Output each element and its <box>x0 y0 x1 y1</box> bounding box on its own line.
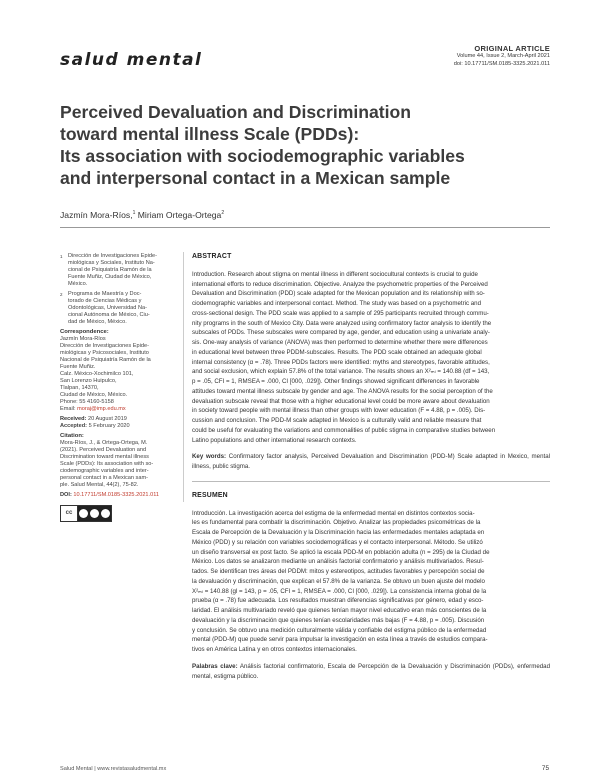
received-label: Received: <box>60 416 87 422</box>
cc-license-badge[interactable] <box>60 505 112 522</box>
citation-line: Mora-Ríos, J., & Ortega-Ortega, M. <box>60 440 148 446</box>
abstract-line: Devaluation and Discrimination (PDD) scale adapted for the Mexican population and its relationship with so- <box>192 290 485 298</box>
resumen-line: México. Los datos se analizaron mediante un análisis factorial confirmatorio y análisis multivariados. Resul- <box>192 558 484 566</box>
abstract-line: subscales of PDDs. These subscales were compared by age, gender, and education using a univariate analy- <box>192 329 490 337</box>
title-line: Its association with sociodemographic variables <box>60 146 465 166</box>
affiliation-2 <box>60 291 178 326</box>
citation-line: Scale (PDDs): Its association with so- <box>60 461 154 467</box>
nc-icon <box>90 509 99 518</box>
accepted-date: 5 February 2020 <box>88 423 130 429</box>
resumen-line: laridad. El análisis multivariado reveló que quienes tenían mayor nivel educativo eran más conscientes de la <box>192 607 487 614</box>
resumen-line: la devaluación y discriminación, que explican el 57.8% de la varianza. Se obtuvo un buen ajuste del modelo <box>192 577 485 585</box>
affiliation-line: dad de México, México. <box>68 319 127 325</box>
resumen-line: un diseño transversal ex post facto. Se aplicó la escala PDD-M en población adulta (n = 295) de la Ciudad de <box>192 548 490 556</box>
citation-line: personal contact in a Mexican sam- <box>60 475 148 481</box>
email-row <box>60 406 178 413</box>
citation-line: ple. Salud Mental, 44(2), 75-82. <box>60 482 139 488</box>
abstract-line: cussion and conclusion. The PDD-M scale adapted in Mexico is a culturally valid and reliable measure that <box>192 417 482 424</box>
correspondence-line: Fuente Muñiz. <box>60 364 96 370</box>
author-name: Miriam Ortega-Ortega <box>137 210 222 220</box>
abstract-line: ciodemographic variables and interpersonal contact. Method. The study was based on a psychometric and <box>192 300 482 307</box>
section-divider <box>192 481 550 482</box>
author-list <box>60 210 224 220</box>
affiliation-line: Odontológicas, Universidad Na- <box>68 305 147 311</box>
title-line: Perceived Devaluation and Discrimination <box>60 102 412 122</box>
affiliation-number: 2 <box>60 292 63 297</box>
citation-label: Citation: <box>60 433 84 439</box>
correspondence-line: Dirección de Investigaciones Epide- <box>60 343 149 349</box>
main-column <box>192 252 550 681</box>
abstract-line: in educational level between three PDDM-subscales. Results. The PDD scale obtained an adequate global <box>192 348 482 356</box>
resumen-line: X²ₘₗ = 140.88 (gl = 143, p = .05, CFI = 1, RMSEA = .000, CI [000, .029]). La consistencia interna global de la <box>192 587 487 595</box>
received-row <box>60 416 178 423</box>
palabras-text: (PDDs), enfermedad mental, estigma público. <box>192 662 550 680</box>
sa-icon <box>101 509 110 518</box>
email-label: Email: <box>60 406 76 412</box>
abstract-line: devaluation subscale reveal that those with a higher educational level could be more aware about devaluation <box>192 397 490 405</box>
resumen-line: devaluación y la discriminación que quienes tenían escolaridades más bajas (F = 4.88, p = .005). Discusión <box>192 616 485 624</box>
email-link[interactable]: moraj@imp.edu.mx <box>77 406 126 412</box>
keywords-label: Key words: <box>192 453 227 461</box>
correspondence-line: Calz. México-Xochimilco 101, <box>60 371 134 377</box>
palabras-clave <box>192 662 550 682</box>
affiliation-line: Dirección de Investigaciones Epide- <box>68 253 157 259</box>
affiliation-1 <box>60 253 178 288</box>
footer-website-link[interactable]: www.revistasaludmental.mx <box>97 766 167 772</box>
author-affiliation-mark: 2 <box>221 210 225 217</box>
article-title <box>60 101 560 189</box>
abstract-line: Latino populations and other international research contexts. <box>192 436 357 444</box>
affiliation-line: miológicas y Sociales, Instituto Na- <box>68 260 155 266</box>
title-line: and interpersonal contact in a Mexican sample <box>60 168 451 188</box>
resumen-line: tivos en América Latina y en otros contextos internacionales. <box>192 646 357 653</box>
by-icon <box>79 509 88 518</box>
abstract-line: internal consistency (α = .78). Three PDDs factors were identified: myths and stereotypes, favorable attitudes, <box>192 358 490 366</box>
resumen-line: Escala de Percepción de la Devaluación y la Discriminación hacia las enfermedades mentales adaptada en <box>192 529 485 536</box>
footer-journal-name: Salud Mental | <box>60 766 96 772</box>
affiliation-line: México. <box>68 281 88 287</box>
abstract-line: and social exclusion, which explain 57.8% of the total variance. The results shows an X²ₘₗ = 140.88 (df = 143, <box>192 368 490 376</box>
abstract-line: sis. One-way analysis of variance (ANOVA) was then performed to determine whether there were differences <box>192 339 488 346</box>
footer-journal <box>60 766 166 772</box>
resumen-text <box>192 509 550 655</box>
correspondence-line: Tlalpan, 14370, <box>60 385 99 391</box>
citation-line: ciodemographic variables and inter- <box>60 468 149 474</box>
abstract-line: in society toward people with mental illness than other groups with lower education (F = 4.88, p = .005). Dis- <box>192 407 486 415</box>
correspondence-line: Nacional de Psiquiatría Ramón de la <box>60 357 151 363</box>
resumen-line: y conclusión. Se obtuvo una medición culturalmente válida y confiable del estigma público de la enfermedad <box>192 626 487 634</box>
keywords-text: in Mexico, mental illness, public stigma. <box>192 453 550 470</box>
abstract-line: international efforts to reduce discrimination. Objective. Analyze the psychometric properties of the Perceived <box>192 280 488 288</box>
abstract-line: cross-sectional design. The PDD scale was applied to a sample of 295 participants recruited through commu- <box>192 309 489 317</box>
abstract-line: nity programs in the south of Mexico City. Data were analyzed using confirmatory factor analysis to identify the <box>192 319 492 327</box>
volume-issue: Volume 44, Issue 2, March-April 2021 <box>456 53 550 59</box>
affiliation-line: Fuente Muñiz, Ciudad de México, <box>68 274 152 280</box>
article-type-label: ORIGINAL ARTICLE <box>474 44 550 53</box>
citation-line: Discrimination toward mental illness <box>60 454 149 460</box>
author-affiliation-mark: 1 <box>132 210 136 217</box>
title-line: toward mental illness Scale (PDDs): <box>60 124 360 144</box>
resumen-line: tados. Se identifican tres áreas del PDDM: mitos y estereotipos, actitudes favorables y percepción social de <box>192 568 485 575</box>
keywords-text: Confirmatory factor analysis, Perceived Devaluation and Discrimination (PDD-M) Scale adapted <box>228 453 498 461</box>
column-divider <box>183 252 184 502</box>
palabras-label: Palabras clave: <box>192 662 238 670</box>
affiliation-line: cional Autónoma de México, Ciu- <box>68 312 150 318</box>
citation-line: (2021). Perceived Devaluation and <box>60 447 147 453</box>
correspondence-line: Phone: 55 4160-5158 <box>60 399 114 405</box>
correspondence-line: Jazmín Mora-Ríos <box>60 336 106 342</box>
resumen-line: mental (PDD-M) que puede servir para impulsar la investigación en esta línea a través de estudios compara- <box>192 636 488 644</box>
resumen-line: les es fundamental para combatir la discriminación. Objetivo. Analizar las propiedades psicométricas de la <box>192 519 481 527</box>
keywords <box>192 452 550 472</box>
affiliation-line: cional de Psiquiatría Ramón de la <box>68 267 152 273</box>
journal-info <box>454 44 550 68</box>
doi-label: DOI: <box>60 492 72 498</box>
page-number: 75 <box>541 765 549 772</box>
doi-row <box>60 492 178 499</box>
resumen-heading: RESUMEN <box>192 491 228 499</box>
abstract-line: p = .05, CFI = 1, RMSEA = .000, CI [000, .029]). Other findings showed significant differences in favorable <box>192 378 480 385</box>
abstract-heading: ABSTRACT <box>192 253 232 260</box>
correspondence-label: Correspondence: <box>60 329 109 335</box>
journal-logo: salud mental <box>60 50 203 70</box>
header-doi: doi: 10.17711/SM.0185-3325.2021.011 <box>453 60 550 67</box>
resumen-line: Introducción. La investigación acerca del estigma de la enfermedad mental en distintos contextos socia- <box>192 509 475 517</box>
affiliation-line: Programa de Maestría y Doc- <box>68 291 142 297</box>
resumen-line: México (PDD) y su relación con variables sociodemográficas y el contacto interpersonal. Método. Se utilizó <box>192 538 483 546</box>
cc-icon: cc <box>61 506 78 521</box>
doi-link[interactable]: 10.17711/SM.0185-3325.2021.011 <box>73 492 160 498</box>
received-date: 20 August 2019 <box>88 416 127 422</box>
abstract-line: could be useful for evaluating the variations and commonalities of public stigma in comparative studies between <box>192 426 496 434</box>
palabras-text: Análisis factorial confirmatorio, Escala de Percepción de la Devaluación y Discriminación <box>239 662 491 670</box>
accepted-label: Accepted: <box>60 423 88 429</box>
correspondence-line: miológicas y Psicosociales, Instituto <box>60 350 149 356</box>
author-name: Jazmín Mora-Ríos, <box>60 210 133 220</box>
abstract-line: attitudes toward mental illness subscale by gender and age. The ANOVA results for the social perception of the <box>192 387 493 395</box>
abstract-text <box>192 270 550 446</box>
correspondence-line: San Lorenzo Huipulco, <box>60 378 117 384</box>
correspondence-line: Ciudad de México, México. <box>60 392 128 398</box>
affiliation-line: torado de Ciencias Médicas y <box>68 298 142 304</box>
abstract-line: Introduction. Research about stigma on mental illness in different sociocultural contexts is crucial to guide <box>192 270 478 278</box>
author-divider <box>60 227 550 228</box>
resumen-line: prueba (α = .78) fue adecuada. Los resultados muestran diferencias significativas por género, edad y esco- <box>192 597 484 605</box>
sidebar-info <box>60 253 178 522</box>
affiliation-number: 1 <box>60 254 63 259</box>
accepted-row <box>60 423 178 430</box>
